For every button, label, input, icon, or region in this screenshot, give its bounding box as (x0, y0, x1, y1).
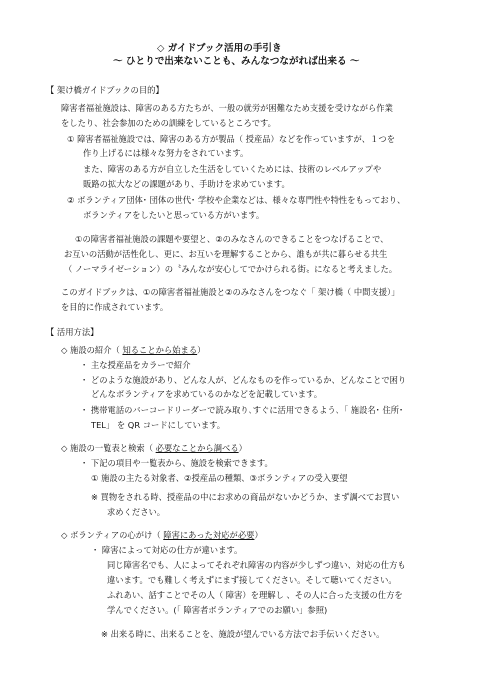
purpose-connect-line-1: ①の障害者福祉施設の課題や要望と、②のみなさんのできることをつなげることで、 (75, 234, 389, 244)
usage-s3-line-4: ふれあい、話すことでその人（ 障害）を理解し 、その人に合った支援の仕方を (107, 590, 403, 600)
usage-s3-line-5: 学んでください。(「 障害者ボランティアでのお願い」参照) (107, 605, 328, 615)
purpose-item2-line-1: ② ボランティア団体･ 団体の世代･ 学校や企業などは、様々な専門性や特性をもっており、 (67, 195, 406, 205)
usage-s1-line-3: どんなボランティアを求めているのかなどを記載しています。 (91, 389, 322, 399)
usage-s3-line-3: 違います。でも難しく考えずにまず接してください。そして聴いてください。 (107, 575, 397, 585)
usage-s3-note: ※ 出来る時に、出来ることを、施設が望んでいる方法でお手伝いください。 (101, 629, 385, 639)
usage-s3-heading: ◇ ボランティアの心がけ（ 障害にあった対応が必要） (61, 530, 263, 540)
usage-s1-line-1: ・ 主な授産品をカラーで紹介 (80, 360, 191, 370)
purpose-item1-line-3: また、障害のある方が自立した生活をしていくためには、技術のレベルアップや (83, 164, 382, 174)
document-subtitle: ～ ひとりで出来ないことも、みんなつながれば出来る ～ (113, 56, 360, 67)
usage-s3-line-1: ・ 障害によって対応の仕方が違います。 (91, 545, 243, 555)
document-title: ◇ ガイドブック活用の手引き (157, 43, 282, 54)
purpose-connect-line-2: お互いの活動が活性化し、更に、お互いを理解することから、誰もが共に暮らせる共生 (64, 249, 388, 259)
usage-s2-line-4: 求めください。 (107, 507, 166, 517)
purpose-connect-line-3: （ ノーマライゼーション）の〝みんなが安心してでかけられる街〟になると考えました。 (64, 264, 398, 274)
purpose-intro-line-1: 障害者福祉施設は、障害のある方たちが、一般の就労が困難なため支援を受けながら作業 (61, 103, 393, 113)
purpose-heading: 【 架け橋ガイドブックの目的】 (46, 85, 164, 95)
usage-s1-line-5: TEL」 を QR コードにしています。 (91, 420, 226, 430)
purpose-summary-line-2: を目的に作成されています。 (61, 302, 169, 312)
usage-s2-line-2: ① 施設の主たる対象者、②授産品の種類、③ボランティアの受入要望 (91, 473, 348, 483)
usage-s1-line-2: ・ どのような施設があり、どんな人が、どんなものを作っているか、どんなことで困り (80, 375, 407, 385)
purpose-summary-line-1: このガイドブックは、①の障害者福祉施設と②のみなさんをつなぐ「 架け橋（ 中間支援）」 (61, 287, 400, 297)
purpose-item2-line-2: ボランティアをしたいと思っている方がいます。 (83, 210, 265, 220)
usage-s3-line-2: 同じ障害名でも、人によってそれぞれ障害の内容が少しずつ違い、対応の仕方も (107, 560, 406, 570)
usage-s1-heading: ◇ 施設の紹介（ 知ることから始まる） (61, 345, 206, 355)
purpose-item1-line-2: 作り上げるには様々な努力をされています。 (83, 148, 249, 158)
usage-s2-line-1: ・ 下記の項目や一覧表から、施設を検索できます。 (80, 458, 273, 468)
usage-heading: 【 活用方法】 (46, 327, 99, 337)
usage-s2-heading: ◇ 施設の一覧表と検索（ 必要なことから調べる） (61, 443, 247, 453)
purpose-item1-line-1: ① 障害者福祉施設では、障害のある方が製品（ 授産品）などを作っていますが、１つを (67, 134, 395, 144)
purpose-intro-line-2: をしたり、社会参加のための訓練をしているところです。 (61, 118, 276, 128)
usage-s1-line-4: ・ 携帯電話のバーコードリーダーで読み取り､すぐに活用できるよう､「 施設名･ 住所･ (80, 405, 404, 415)
purpose-item1-line-4: 販路の拡大などの課題があり、手助けを求めています。 (83, 179, 290, 189)
usage-s2-line-3: ※ 買物をされる時、授産品の中にお求めの商品がないかどうか、まず調べてお買い (91, 492, 400, 502)
